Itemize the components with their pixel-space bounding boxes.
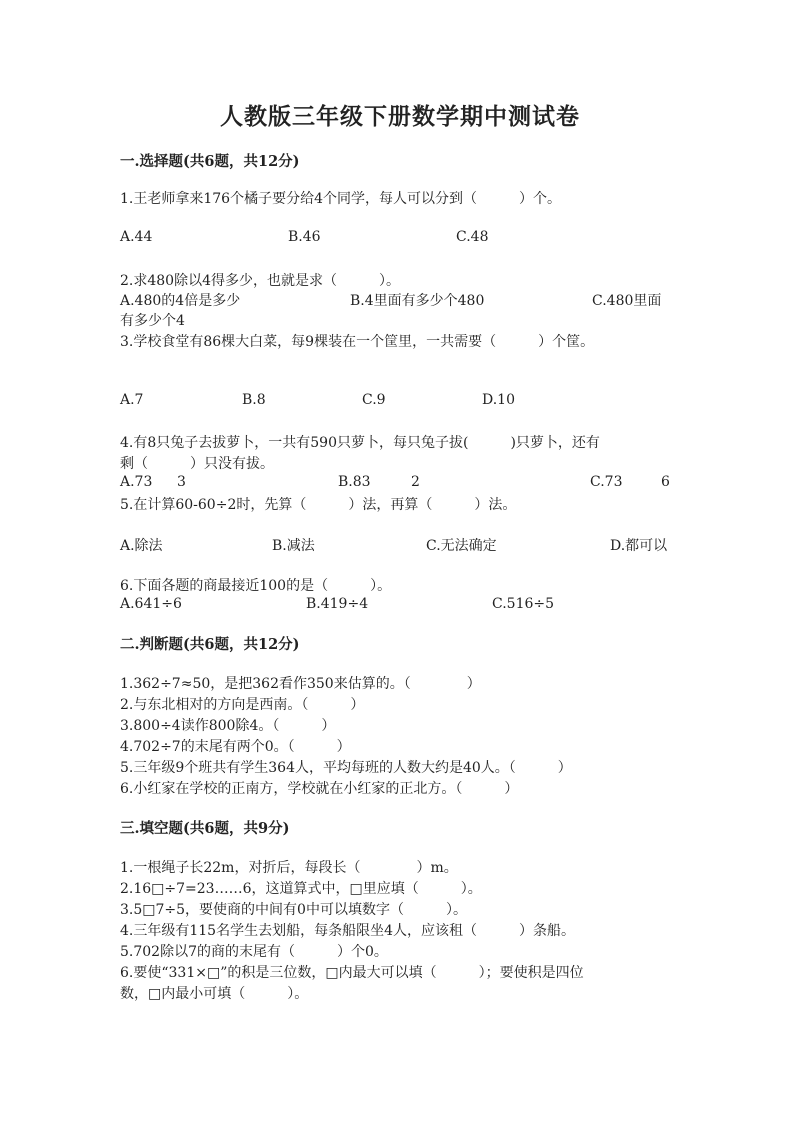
fill-item: 5.702除以7的商的末尾有（ ）个0。 — [120, 944, 388, 960]
option-b: B.减法 — [272, 538, 315, 554]
option-c: C.48 — [456, 229, 489, 245]
question-2-stem: 2.求480除以4得多少，也就是求（ ）。 — [120, 273, 400, 289]
option-a: A.641÷6 — [120, 596, 182, 612]
fill-item: 1.一根绳子长22m，对折后，每段长（ ）m。 — [120, 860, 458, 876]
option-c: C.9 — [362, 392, 386, 408]
option-a: A.7 — [120, 392, 144, 408]
option-a: A.44 — [120, 229, 153, 245]
judgment-item: 1.362÷7≈50，是把362看作350来估算的。（ ） — [120, 676, 481, 692]
option-a: A.除法 — [120, 538, 163, 554]
option-d: D.都可以 — [610, 538, 668, 554]
option-c-wrap: 有多少个4 — [120, 313, 185, 329]
question-1-stem: 1.王老师拿来176个橘子要分给4个同学，每人可以分到（ ）个。 — [120, 191, 561, 207]
option-b: B.4里面有多少个480 — [350, 293, 485, 309]
question-5-stem: 5.在计算60-60÷2时，先算（ ）法，再算（ ）法。 — [120, 497, 517, 513]
option-c: C.480里面 — [592, 293, 662, 309]
fill-item: 4.三年级有115名学生去划船，每条船限坐4人，应该租（ ）条船。 — [120, 923, 575, 939]
fill-item: 6.要使“331×□”的积是三位数，□内最大可以填（ ）；要使积是四位 — [120, 965, 584, 981]
option-c-value: 6 — [661, 474, 670, 490]
judgment-item: 2.与东北相对的方向是西南。（ ） — [120, 697, 365, 713]
judgment-item: 3.800÷4读作800除4。（ ） — [120, 718, 336, 734]
page-title: 人教版三年级下册数学期中测试卷 — [220, 103, 580, 130]
option-b-value: 2 — [411, 474, 420, 490]
section-heading-choice: 一.选择题(共6题，共12分) — [120, 153, 300, 170]
fill-item: 2.16□÷7=23……6，这道算式中，□里应填（ ）。 — [120, 881, 482, 897]
judgment-item: 5.三年级9个班共有学生364人，平均每班的人数大约是40人。（ ） — [120, 760, 572, 776]
option-b: B.8 — [242, 392, 266, 408]
question-3-stem: 3.学校食堂有86棵大白菜，每9棵装在一个筐里，一共需要（ ）个筐。 — [120, 334, 595, 350]
section-heading-fill-blank: 三.填空题(共6题，共9分) — [120, 820, 290, 837]
option-c: C.无法确定 — [426, 538, 497, 554]
fill-item-cont: 数，□内最小可填（ ）。 — [120, 986, 309, 1002]
section-heading-judgment: 二.判断题(共6题，共12分) — [120, 636, 300, 653]
question-4-stem: 4.有8只兔子去拔萝卜，一共有590只萝卜，每只兔子拔( )只萝卜，还有 — [120, 435, 600, 451]
option-a: A.73 — [120, 474, 153, 490]
fill-item: 3.5□7÷5，要使商的中间有0中可以填数字（ ）。 — [120, 902, 467, 918]
option-c: C.73 — [590, 474, 623, 490]
question-4-stem-cont: 剩（ ）只没有拔。 — [120, 456, 274, 472]
option-b: B.46 — [288, 229, 321, 245]
judgment-item: 6.小红家在学校的正南方，学校就在小红家的正北方。（ ） — [120, 781, 519, 797]
judgment-item: 4.702÷7的末尾有两个0。（ ） — [120, 739, 351, 755]
option-d: D.10 — [482, 392, 515, 408]
question-6-stem: 6.下面各题的商最接近100的是（ ）。 — [120, 578, 392, 594]
option-b: B.419÷4 — [306, 596, 369, 612]
option-a-value: 3 — [177, 474, 186, 490]
option-c: C.516÷5 — [492, 596, 555, 612]
option-a: A.480的4倍是多少 — [120, 293, 241, 309]
option-b: B.83 — [338, 474, 371, 490]
